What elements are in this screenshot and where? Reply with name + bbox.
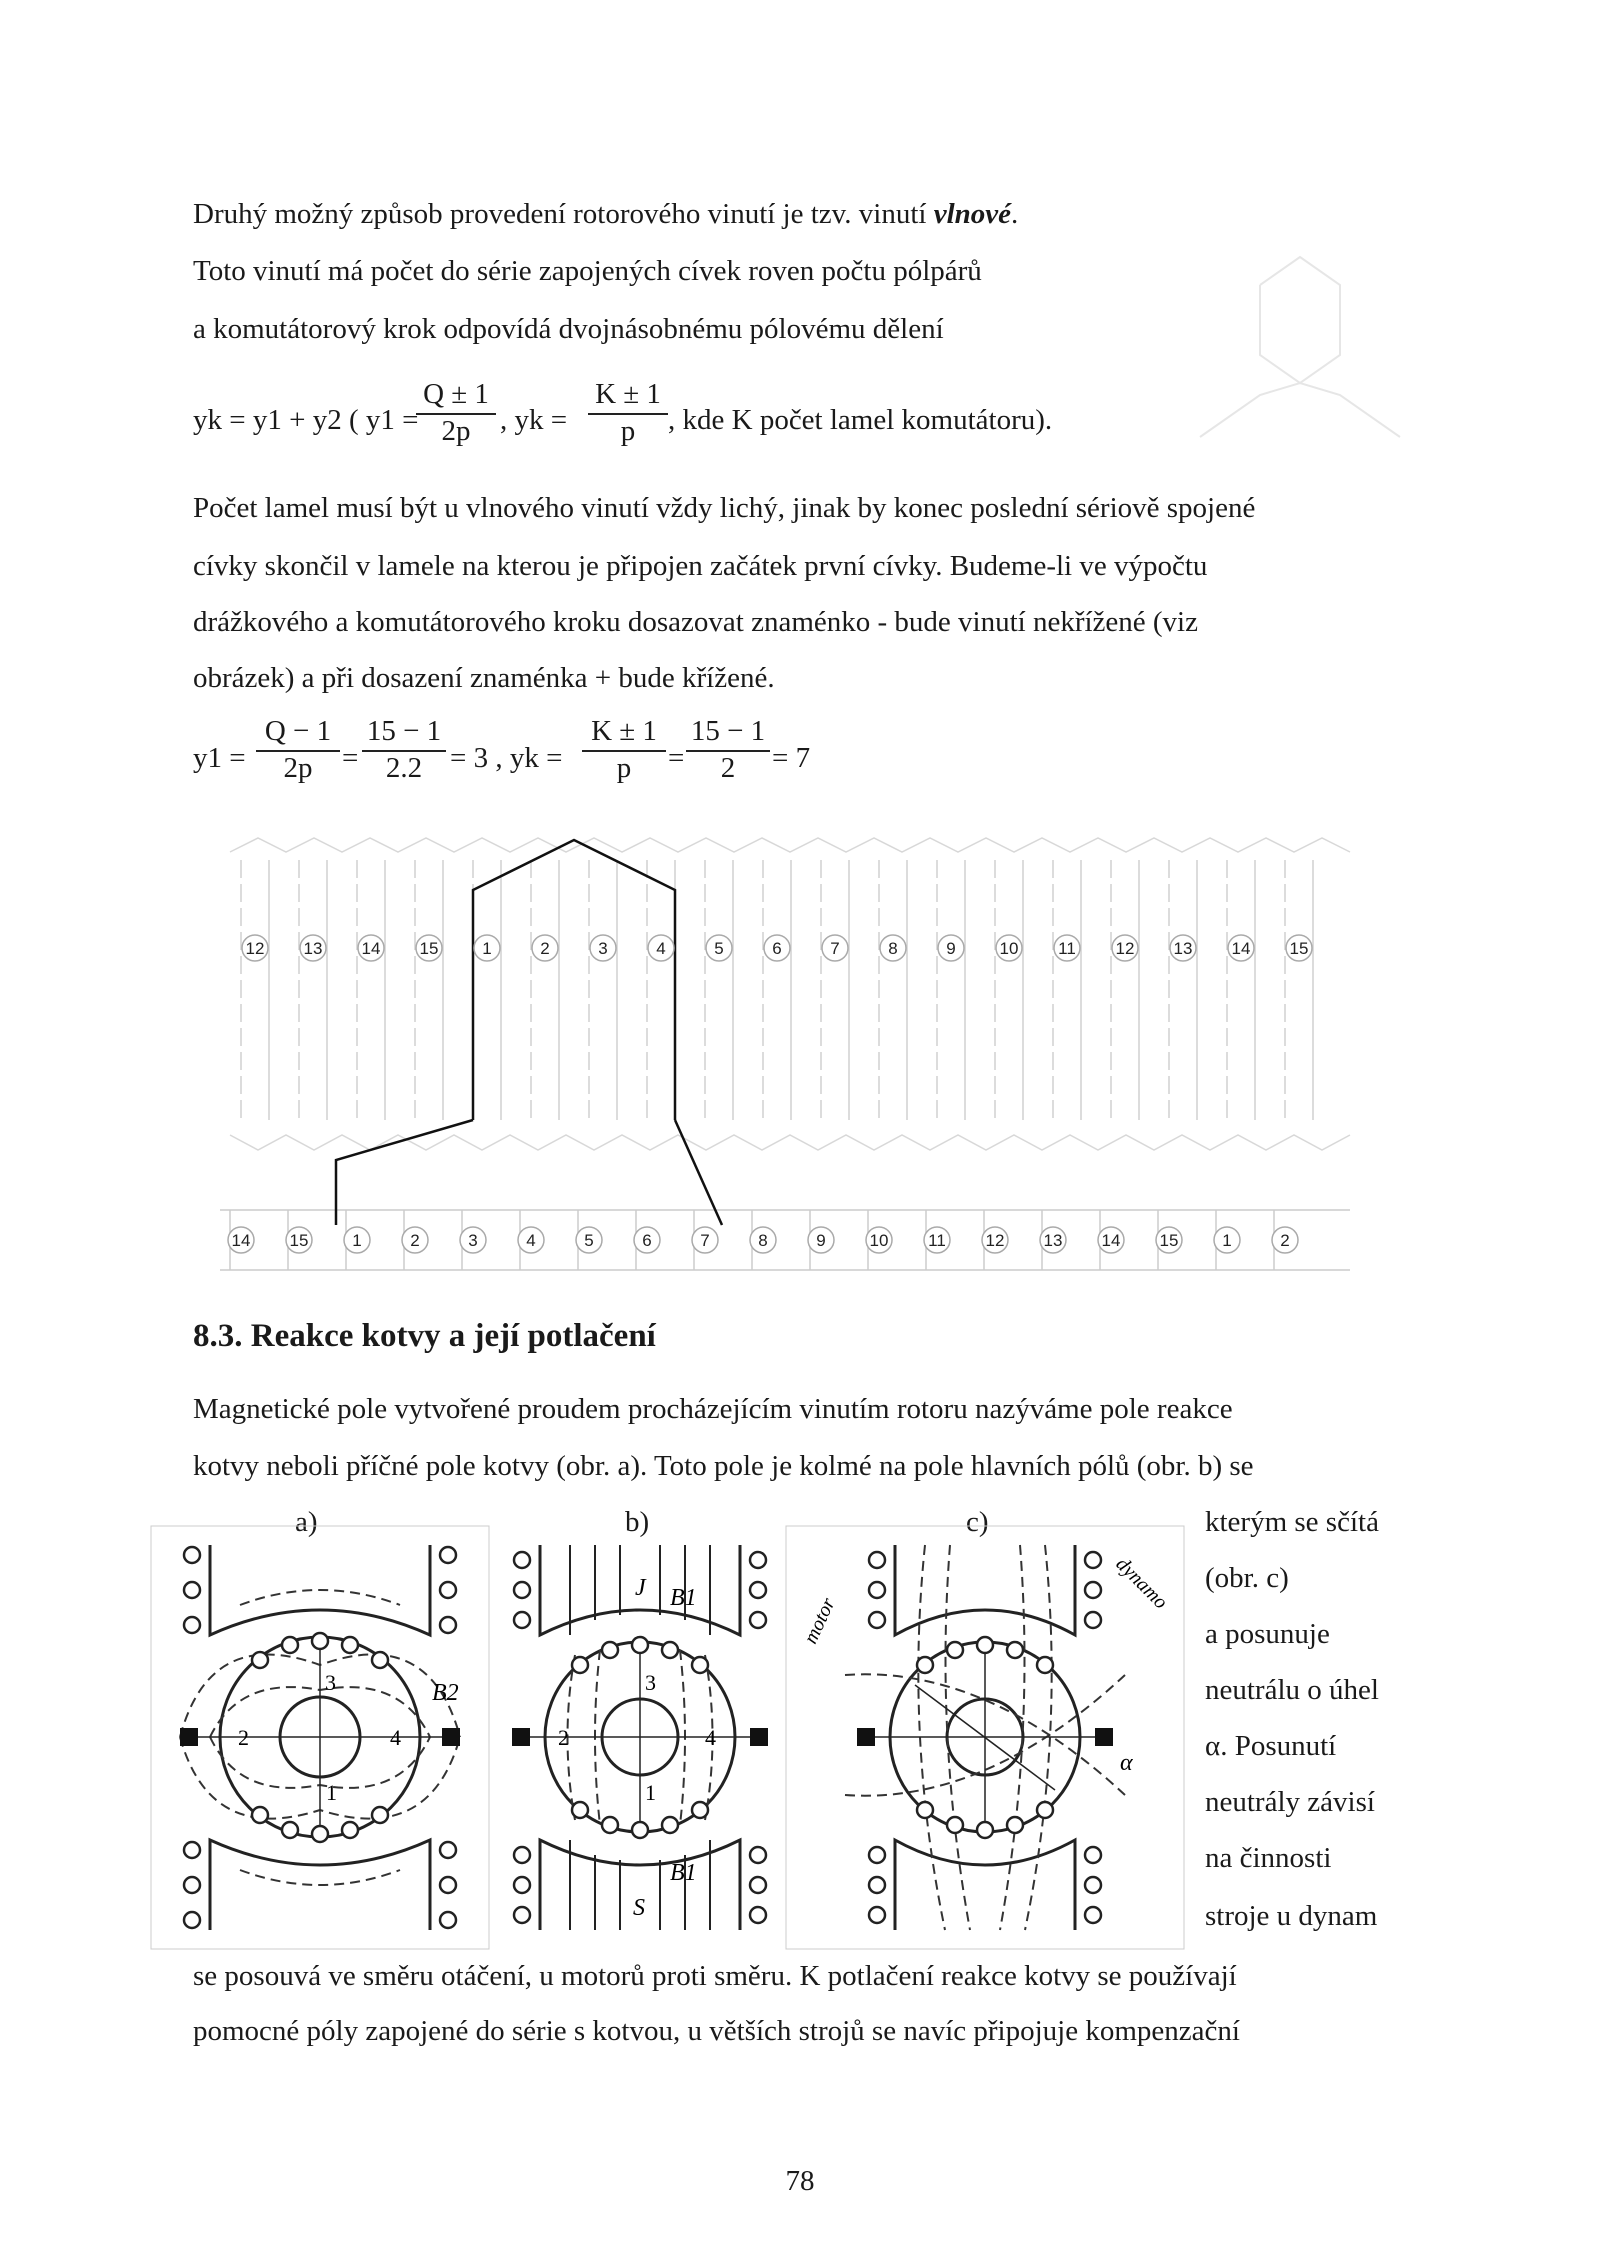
para3-line1: Magnetické pole vytvořené proudem procházejícím vinutím rotoru nazýváme pole reakce: [193, 1393, 1233, 1425]
slot-number-label: 9: [946, 939, 956, 958]
figure-a-armature-field: [150, 1525, 490, 1950]
slot-number-label: 3: [598, 939, 608, 958]
para1-line1: Druhý možný způsob provedení rotorového vinutí je tzv. vinutí vlnové.: [193, 198, 1019, 230]
commutator-number-label: 6: [642, 1231, 652, 1250]
para3-line2: kotvy neboli příčné pole kotvy (obr. a). Toto pole je kolmé na pole hlavních pólů (obr. b) se: [193, 1450, 1254, 1482]
watermark-graphic: [1190, 205, 1420, 445]
para2-line2: cívky skončil v lamele na kterou je připojen začátek první cívky. Budeme-li ve výpočtu: [193, 550, 1208, 582]
fig-a-label-2: 2: [238, 1725, 249, 1750]
slot-number-label: 14: [361, 939, 381, 958]
commutator-number-label: 15: [1159, 1231, 1179, 1250]
section-heading: 8.3. Reakce kotvy a její potlačení: [193, 1318, 656, 1354]
figure-c-resulting-field: [785, 1525, 1185, 1950]
fig-b-label-1: 1: [645, 1780, 656, 1805]
slot-number-label: 12: [245, 939, 265, 958]
commutator-number-label: 14: [231, 1231, 251, 1250]
fig-a-label-b2: B2: [432, 1680, 459, 1706]
commutator-number-label: 15: [289, 1231, 309, 1250]
slot-number-label: 2: [540, 939, 550, 958]
fig-b-label-2: 2: [558, 1725, 569, 1750]
commutator-number-label: 12: [985, 1231, 1005, 1250]
para2-line3: drážkového a komutátorového kroku dosazovat znaménko - bude vinutí nekřížené (viz: [193, 606, 1198, 638]
wave-winding-diagram: [220, 830, 1380, 1280]
slot-number-label: 12: [1115, 939, 1135, 958]
commutator-number-label: 2: [410, 1231, 420, 1250]
para4-line2: pomocné póly zapojené do série s kotvou, u větších strojů se navíc připojuje kompenzační: [193, 2015, 1240, 2047]
slot-number-label: 13: [1173, 939, 1193, 958]
slot-number-label: 10: [999, 939, 1019, 958]
fig-b-label-3: 3: [645, 1670, 656, 1695]
slot-number-label: 5: [714, 939, 724, 958]
commutator-number-label: 3: [468, 1231, 478, 1250]
commutator-number-label: 1: [1222, 1231, 1232, 1250]
page-number: 78: [785, 2165, 815, 2197]
commutator-number-label: 9: [816, 1231, 826, 1250]
commutator-number-label: 7: [700, 1231, 710, 1250]
fig-b-label-s: S: [633, 1895, 645, 1921]
slot-number-label: 14: [1231, 939, 1251, 958]
commutator-number-label: 13: [1043, 1231, 1063, 1250]
para2-line4: obrázek) a při dosazení znaménka + bude křížené.: [193, 662, 775, 694]
commutator-number-label: 4: [526, 1231, 536, 1250]
figure-b-main-field: [500, 1525, 780, 1950]
fig-c-label-dynamo: dynamo: [1111, 1552, 1172, 1614]
winding-end-connections-top: [230, 838, 1350, 852]
commutator-number-label: 5: [584, 1231, 594, 1250]
highlighted-coil: [473, 840, 675, 1120]
slot-number-label: 15: [1289, 939, 1309, 958]
commutator-number-label: 14: [1101, 1231, 1121, 1250]
slot-number-label: 8: [888, 939, 898, 958]
slot-number-label: 7: [830, 939, 840, 958]
para4-line1: se posouvá ve směru otáčení, u motorů proti směru. K potlačení reakce kotvy se používají: [193, 1960, 1237, 1992]
slot-number-label: 15: [419, 939, 439, 958]
fig-a-label-4: 4: [390, 1725, 401, 1750]
fig-b-label-b1-top: B1: [670, 1585, 697, 1611]
para1-line2: Toto vinutí má počet do série zapojených cívek roven počtu pólpárů: [193, 255, 982, 287]
para1-line3: a komutátorový krok odpovídá dvojnásobnému pólovému dělení: [193, 313, 944, 345]
commutator-number-label: 8: [758, 1231, 768, 1250]
fig-b-label-j: J: [635, 1575, 646, 1601]
fig-a-label-3: 3: [325, 1670, 336, 1695]
fig-label-a: a): [295, 1506, 318, 1538]
fig-c-label-alpha: α: [1120, 1750, 1133, 1776]
para2-line1: Počet lamel musí být u vlnového vinutí vždy lichý, jinak by konec poslední sériově spojené: [193, 492, 1256, 524]
fig-b-label-b1-bottom: B1: [670, 1860, 697, 1886]
slot-number-label: 6: [772, 939, 782, 958]
slot-number-label: 4: [656, 939, 666, 958]
fig-c-label-motor: motor: [799, 1594, 840, 1648]
slot-number-label: 11: [1058, 939, 1076, 958]
fig-b-label-4: 4: [705, 1725, 716, 1750]
fig-label-b: b): [625, 1506, 650, 1538]
fig-label-c: c): [966, 1506, 989, 1538]
slot-number-label: 13: [303, 939, 323, 958]
commutator-number-label: 11: [928, 1231, 946, 1250]
commutator-number-label: 2: [1280, 1231, 1290, 1250]
fig-a-label-1: 1: [326, 1780, 337, 1805]
commutator-number-label: 1: [352, 1231, 362, 1250]
slot-number-label: 1: [482, 939, 492, 958]
commutator-number-label: 10: [869, 1231, 889, 1250]
